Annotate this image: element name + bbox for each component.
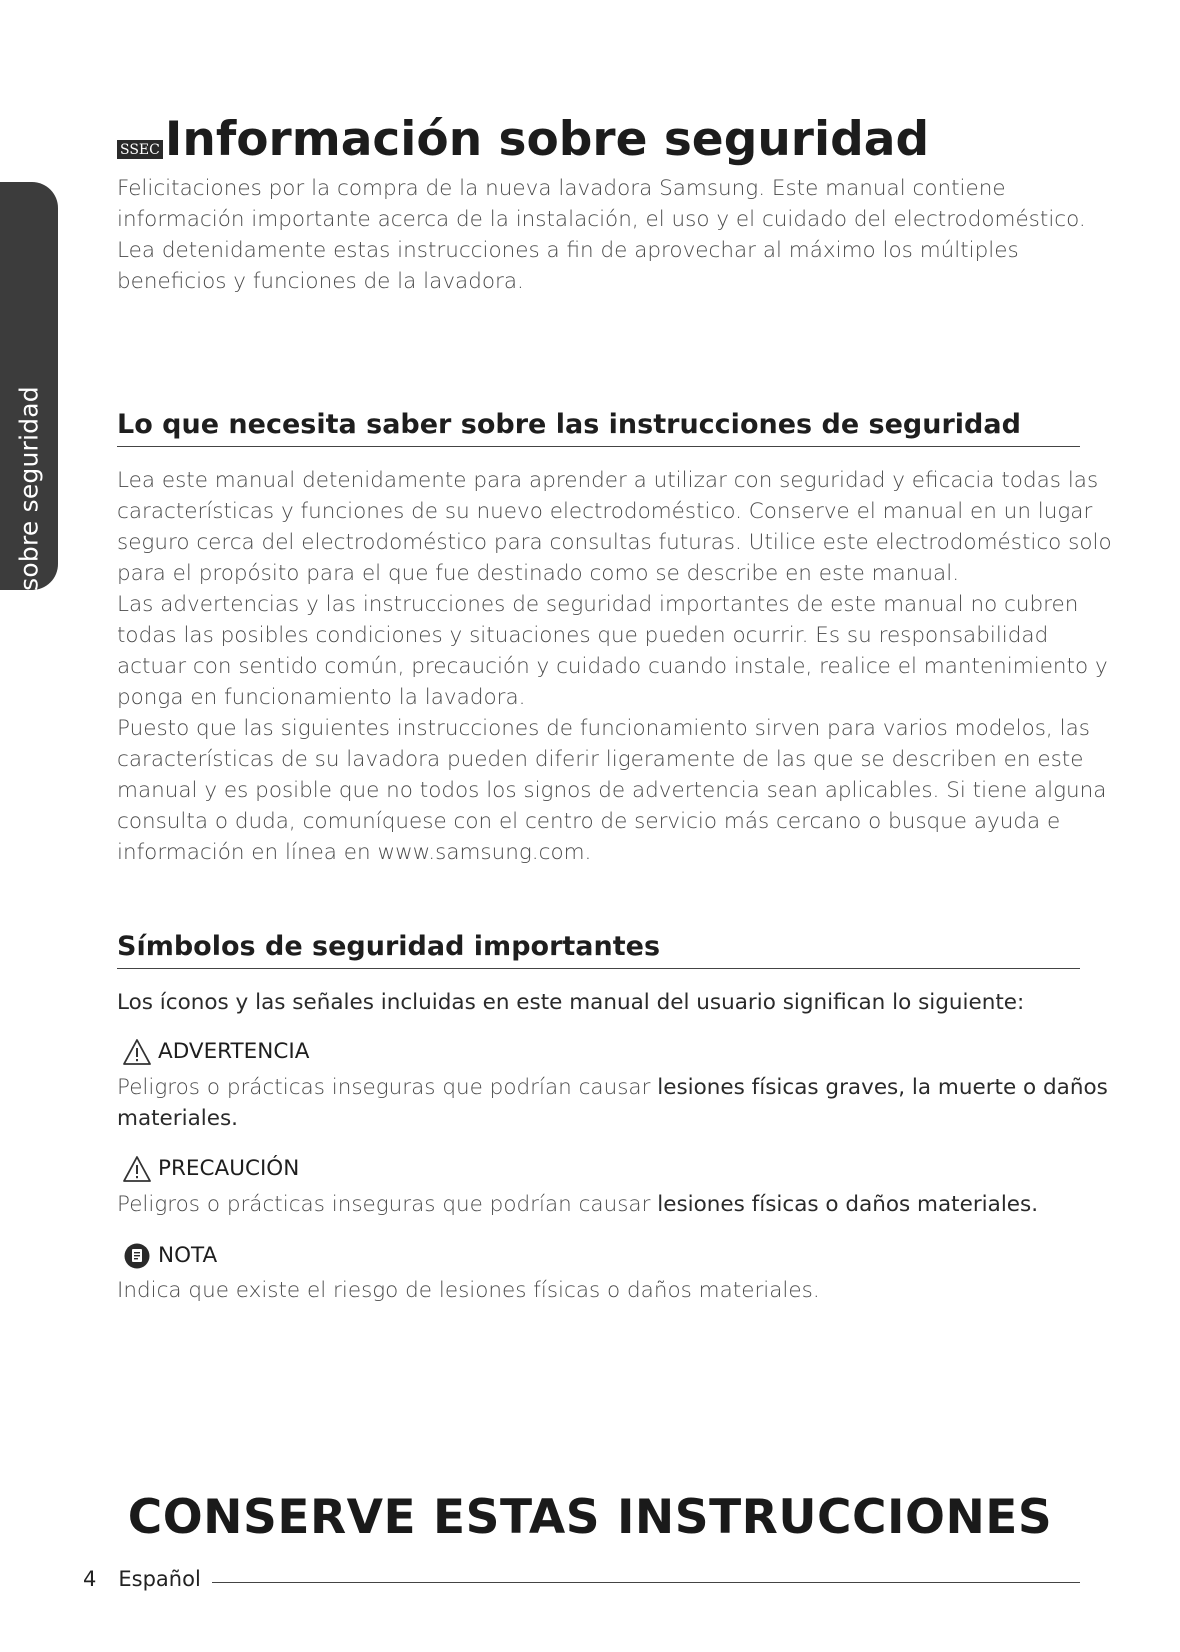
note-description: Indica que existe el riesgo de lesiones físicas o daños materiales. xyxy=(117,1278,820,1303)
footer-divider xyxy=(212,1582,1080,1583)
symbols-lead: Los íconos y las señales incluidas en este manual del usuario significan lo siguiente: xyxy=(117,990,1025,1015)
warning-label-text: ADVERTENCIA xyxy=(158,1039,310,1065)
page-title xyxy=(117,112,930,167)
instructions-body xyxy=(117,465,1117,868)
warning-triangle-icon xyxy=(122,1038,152,1066)
note-label xyxy=(122,1242,217,1270)
caution-description xyxy=(117,1189,1117,1220)
warning-label xyxy=(122,1038,309,1066)
note-icon xyxy=(122,1242,152,1270)
caution-desc-plain: Peligros o prácticas inseguras que podrían causar xyxy=(117,1192,658,1217)
intro-paragraph: Felicitaciones por la compra de la nueva lavadora Samsung. Este manual contiene información importante acerca de la instalación, el uso y el cuidado del electrodoméstico. Lea detenidamente estas instrucciones a fin de aprovechar al máximo los múltiples beneficios y funciones de la lavadora. xyxy=(117,176,1086,294)
page-number: 4 xyxy=(83,1567,97,1591)
caution-label-text: PRECAUCIÓN xyxy=(158,1156,300,1182)
note-label-text: NOTA xyxy=(158,1243,218,1269)
side-section-tab xyxy=(0,182,58,750)
warning-description xyxy=(117,1072,1117,1134)
instructions-paragraph: Las advertencias y las instrucciones de seguridad importantes de este manual no cubren todas las posibles condiciones y situaciones que pueden ocurrir. Es su responsabilidad actuar con sentido común, precaución y cuidado cuando instale, realice el mantenimiento y ponga en funcionamiento la lavadora. xyxy=(117,592,1108,710)
instructions-paragraph: Lea este manual detenidamente para aprender a utilizar con seguridad y eficacia todas las características y funciones de su nuevo electrodoméstico. Conserve el manual en un lugar seguro cerca del electrodoméstico para consultas futuras. Utilice este electrodoméstico solo para el propósito para el que fue destinado como se describe en este manual. xyxy=(117,468,1112,586)
section-heading-instructions: Lo que necesita saber sobre las instrucciones de seguridad xyxy=(117,410,1080,447)
side-tab-label: Información sobre seguridad xyxy=(14,386,44,750)
instructions-paragraph: Puesto que las siguientes instrucciones de funcionamiento sirven para varios modelos, las características de su lavadora pueden diferir ligeramente de las que se describen en este manual y es posible que no todos los signos de advertencia sean aplicables. Si tiene alguna consulta o duda, comuníquese con el centro de servicio más cercano o busque ayuda e información en línea en www.samsung.com. xyxy=(117,716,1107,865)
caution-desc-strong: lesiones físicas o daños materiales. xyxy=(657,1192,1039,1217)
page-title-text: Información sobre seguridad xyxy=(164,112,930,167)
title-badge: SSEC xyxy=(117,140,163,159)
page-footer xyxy=(83,1567,201,1591)
conserve-instructions-banner: CONSERVE ESTAS INSTRUCCIONES xyxy=(127,1490,1053,1545)
section-heading-symbols: Símbolos de seguridad importantes xyxy=(117,932,1080,969)
warning-triangle-icon xyxy=(122,1155,152,1183)
caution-label xyxy=(122,1155,299,1183)
warning-desc-strong: lesiones físicas graves, la muerte o daños materiales. xyxy=(117,1075,1108,1131)
warning-desc-plain: Peligros o prácticas inseguras que podrían causar xyxy=(117,1075,658,1100)
page-language: Español xyxy=(118,1567,201,1591)
